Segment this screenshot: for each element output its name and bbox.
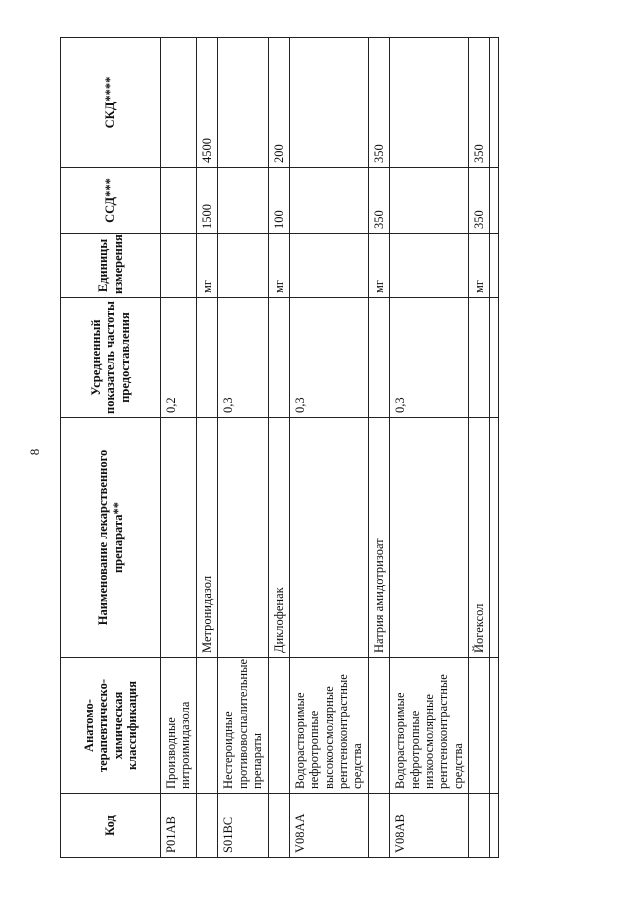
cell-atc-class (368, 658, 389, 794)
cell-drug-name: Метронидазол (197, 418, 218, 658)
table-row-empty (490, 38, 499, 858)
table-row-group (161, 38, 197, 858)
table-row-drug (469, 38, 490, 858)
table-row-drug (268, 38, 289, 858)
cell-atc-class (197, 658, 218, 794)
cell-code (469, 794, 490, 858)
cell-frequency (197, 298, 218, 418)
header-skd: СКД**** (61, 38, 161, 168)
cell-drug-name (390, 418, 469, 658)
cell-drug-name (161, 418, 197, 658)
cell-ssd: 350 (368, 168, 389, 234)
cell-skd (289, 38, 368, 168)
cell-skd: 4500 (197, 38, 218, 168)
header-frequency: Усредненный показатель частоты предоставления (61, 298, 161, 418)
cell-drug-name: Натрия амидотризоат (368, 418, 389, 658)
table-row-drug (197, 38, 218, 858)
cell-unit (218, 234, 268, 298)
cell-frequency: 0,3 (289, 298, 368, 418)
cell-ssd: 1500 (197, 168, 218, 234)
cell-ssd (161, 168, 197, 234)
table-header-row (61, 38, 161, 858)
cell-skd (390, 38, 469, 168)
cell-code: V08AA (289, 794, 368, 858)
cell-frequency: 0,2 (161, 298, 197, 418)
rotated-table-inner (60, 38, 486, 858)
cell-frequency (268, 298, 289, 418)
cell-skd (161, 38, 197, 168)
cell-atc-class: Водорастворимые нефротропные высокоосмолярные рентгеноконтрастные средства (289, 658, 368, 794)
table-row-group (218, 38, 268, 858)
cell-unit: мг (197, 234, 218, 298)
cell-unit (289, 234, 368, 298)
cell-unit (390, 234, 469, 298)
cell-drug-name: Диклофенак (268, 418, 289, 658)
cell-frequency: 0,3 (218, 298, 268, 418)
cell-frequency: 0,3 (390, 298, 469, 418)
cell-code: S01BC (218, 794, 268, 858)
table-row-drug (368, 38, 389, 858)
cell-ssd (289, 168, 368, 234)
cell-code (268, 794, 289, 858)
cell-ssd (390, 168, 469, 234)
header-code: Код (61, 794, 161, 858)
table-row-group (390, 38, 469, 858)
cell-skd: 350 (469, 38, 490, 168)
header-drug-name: Наименование лекарственного препарата** (61, 418, 161, 658)
cell-ssd (218, 168, 268, 234)
cell-atc-class (268, 658, 289, 794)
table-row-group (289, 38, 368, 858)
cell-unit: мг (368, 234, 389, 298)
header-atc-class: Анатомо-терапевтическо-химическая классификация (61, 658, 161, 794)
cell-ssd: 100 (268, 168, 289, 234)
cell-atc-class: Водорастворимые нефротропные низкоосмолярные рентгеноконтрастные средства (390, 658, 469, 794)
cell-code (368, 794, 389, 858)
cell-frequency (469, 298, 490, 418)
cell-atc-class: Производные нитроимидазола (161, 658, 197, 794)
cell-unit: мг (268, 234, 289, 298)
cell-drug-name (218, 418, 268, 658)
cell-drug-name: Йогексол (469, 418, 490, 658)
cell-atc-class (469, 658, 490, 794)
cell-skd: 200 (268, 38, 289, 168)
header-unit: Единицы измерения (61, 234, 161, 298)
cell-skd (218, 38, 268, 168)
cell-skd: 350 (368, 38, 389, 168)
cell-unit (161, 234, 197, 298)
cell-unit: мг (469, 234, 490, 298)
cell-code: P01AB (161, 794, 197, 858)
cell-code (197, 794, 218, 858)
page-number: 8 (27, 448, 42, 456)
rotated-table-frame (60, 38, 486, 858)
header-ssd: ССД*** (61, 168, 161, 234)
cell-ssd: 350 (469, 168, 490, 234)
cell-atc-class: Нестероидные противовоспалительные препараты (218, 658, 268, 794)
cell-code: V08AB (390, 794, 469, 858)
cell-drug-name (289, 418, 368, 658)
drug-table (60, 37, 499, 858)
cell-frequency (368, 298, 389, 418)
